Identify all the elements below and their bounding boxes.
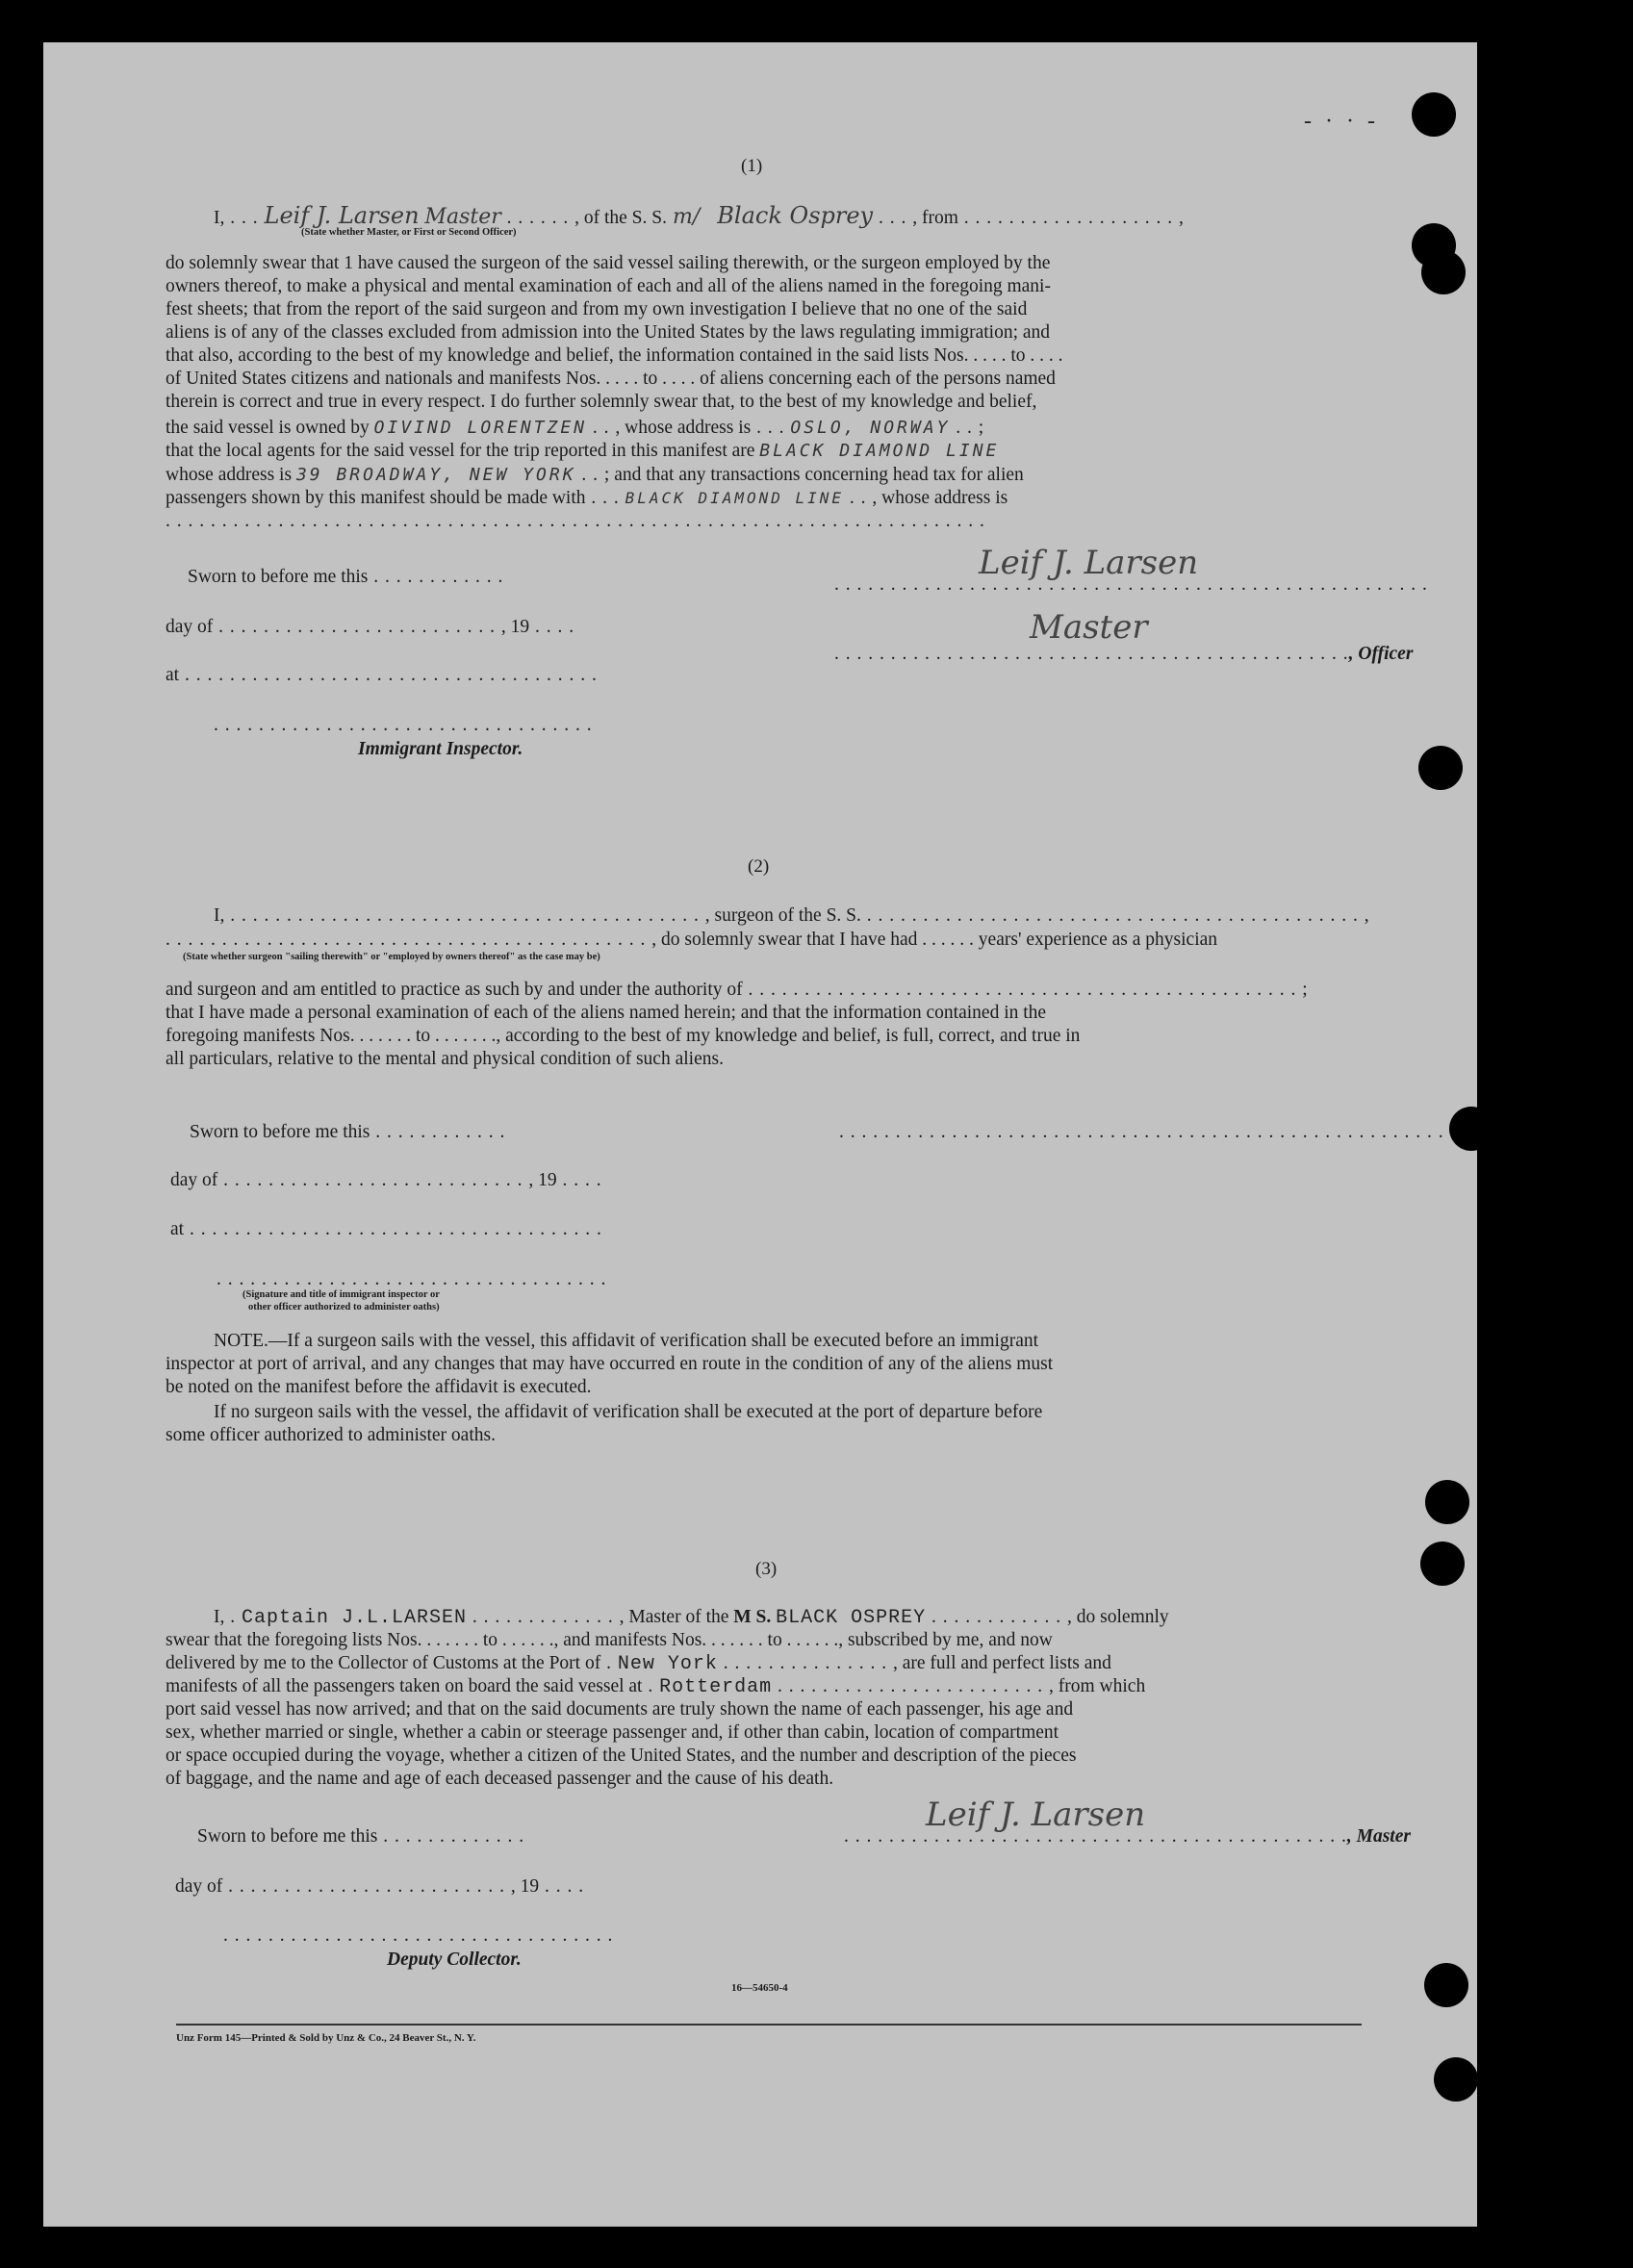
do-solemnly-label: , do solemnly: [1067, 1607, 1169, 1627]
master-name-handwritten: Leif J. Larsen: [264, 202, 420, 229]
oath-text-line: fest sheets; that from the report of the said surgeon and from my own investigation I believe that no one of the said: [166, 299, 1028, 319]
head-tax-text: ; and that any transactions concerning head tax for alien: [603, 465, 1024, 485]
examination-text-line: foregoing manifests Nos. . . . . . . to . . . . . . ., according to the best of my knowledge and belief, is full, correct, and true in: [166, 1026, 1081, 1046]
dotted-line: . . . . . . . . . . . . . . . . . . . . . . . . . . . . . . . . . . . . . . . . . . . . . . . . . . . . . . . . . . . . . . . . . . . . . . . . .: [166, 511, 985, 531]
master-of-label: , Master of the: [619, 1607, 729, 1627]
departure-line: manifests of all the passengers taken on board the said vessel at . Rotterdam . . . . . . . . . . . . . . . . . . . . . . . . , from which: [166, 1676, 1146, 1698]
sworn-line: Sworn to before me this . . . . . . . . . . . .: [188, 567, 504, 587]
ship-prefix-handwritten: m/: [673, 205, 701, 229]
signature-line: . . . . . . . . . . . . . . . . . . . . . . . . . . . . . . . . . . . . . . . . . . . . . . . . . . . . .: [834, 574, 1428, 595]
day-of-label: day of: [170, 1170, 218, 1190]
from-label: , from: [912, 208, 958, 228]
master-rank-note: (State whether Master, or First or Second Officer): [301, 227, 517, 238]
experience-text: , do solemnly swear that I have had . . . . . . years' experience as a physician: [651, 930, 1218, 950]
owner-name-handwritten: OIVIND LORENTZEN: [373, 418, 588, 438]
day-of-label: day of: [166, 617, 214, 637]
ship-name-handwritten: Black Osprey: [717, 202, 874, 229]
oath-text-line: of United States citizens and nationals and manifests Nos. . . . . to . . . . of aliens concerning each of the persons named: [166, 369, 1056, 389]
deputy-collector-label: Deputy Collector.: [387, 1949, 522, 1970]
owner-address-label: , whose address is: [615, 418, 752, 438]
agent-address-label: whose address is: [166, 465, 293, 485]
punch-hole: [1434, 2057, 1478, 2102]
sworn-line: Sworn to before me this . . . . . . . . . . . . .: [197, 1826, 525, 1847]
ship-name-typed: BLACK OSPREY: [776, 1607, 927, 1629]
immigrant-inspector-label: Immigrant Inspector.: [358, 739, 523, 759]
oath-text-line: or space occupied during the voyage, whether a citizen of the United States, and the number and description of the pieces: [166, 1746, 1077, 1766]
from-which-label: , from which: [1049, 1676, 1146, 1696]
full-perfect-label: , are full and perfect lists and: [892, 1653, 1111, 1673]
note-text-line: some officer authorized to administer oaths.: [166, 1425, 496, 1445]
master-signature: Leif J. Larsen: [926, 1796, 1146, 1834]
sworn-label: Sworn to before me this: [190, 1122, 370, 1142]
note-text-line: be noted on the manifest before the affidavit is executed.: [166, 1377, 592, 1397]
master-signature: Leif J. Larsen: [979, 544, 1199, 582]
inspector-signature-line: . . . . . . . . . . . . . . . . . . . . . . . . . . . . . . . . . . .: [217, 1269, 607, 1289]
pronoun: I,: [214, 1607, 225, 1627]
oath-text-line: therein is correct and true in every respect. I do further solemnly swear that, to the best of my knowledge and belief,: [166, 392, 1037, 412]
punch-hole: [1449, 1107, 1493, 1151]
note-text-line: If no surgeon sails with the vessel, the affidavit of verification shall be executed at the port of departure before: [214, 1402, 1043, 1422]
pronoun: I,: [214, 905, 225, 926]
officer-line: . . . . . . . . . . . . . . . . . . . . . . . . . . . . . . . . . . . . . . . . . . . . . ., Officer: [834, 644, 1414, 664]
examination-text-line: that I have made a personal examination of each of the aliens named herein; and that the information contained in the: [166, 1003, 1047, 1023]
signature-note: other officer authorized to administer oaths): [248, 1302, 440, 1312]
officer-label: , Officer: [1348, 644, 1414, 664]
passengers-label: passengers shown by this manifest should be made with: [166, 488, 586, 508]
at-label: at: [166, 665, 180, 685]
note-text-line: NOTE.—If a surgeon sails with the vessel, this affidavit of verification shall be executed before an immigrant: [214, 1331, 1039, 1351]
collector-signature-line: . . . . . . . . . . . . . . . . . . . . . . . . . . . . . . . . . . .: [223, 1925, 614, 1946]
signature-note: (Signature and title of immigrant inspector or: [242, 1289, 440, 1300]
day-of-line: day of . . . . . . . . . . . . . . . . . . . . . . . . . , 19 . . . .: [175, 1876, 585, 1897]
punch-hole: [1420, 1542, 1465, 1586]
sworn-line: Sworn to before me this . . . . . . . . . . . .: [190, 1122, 506, 1142]
oath-text-line: sex, whether married or single, whether a cabin or steerage passenger and, if other than cabin, location of compartment: [166, 1722, 1059, 1743]
section-1-number: (1): [741, 156, 763, 176]
section-2-number: (2): [748, 856, 770, 877]
surgeon-status-note: (State whether surgeon "sailing therewith" or "employed by owners thereof" as the case may be): [183, 952, 600, 962]
owned-by-label: the said vessel is owned by: [166, 418, 370, 438]
port-line: delivered by me to the Collector of Customs at the Port of . New York . . . . . . . . . . . . . . . , are full and perfect lists and: [166, 1653, 1111, 1675]
head-tax-line: passengers shown by this manifest should be made with . . . BLACK DIAMOND LINE . . , whose address is: [166, 488, 1008, 508]
punch-hole: [1421, 250, 1466, 294]
punch-hole: [1424, 1963, 1468, 2007]
at-line: at . . . . . . . . . . . . . . . . . . . . . . . . . . . . . . . . . . . . .: [170, 1219, 602, 1239]
footer-rule: [176, 2024, 1362, 2026]
at-line: at . . . . . . . . . . . . . . . . . . . . . . . . . . . . . . . . . . . . .: [166, 665, 598, 685]
day-of-line: day of . . . . . . . . . . . . . . . . . . . . . . . . . , 19 . . . .: [166, 617, 575, 637]
day-of-line: day of . . . . . . . . . . . . . . . . . . . . . . . . . . . , 19 . . . .: [170, 1170, 602, 1190]
at-label: at: [170, 1219, 185, 1239]
oath-text-line: of baggage, and the name and age of each deceased passenger and the cause of his death.: [166, 1769, 834, 1789]
day-of-label: day of: [175, 1876, 223, 1897]
master-title-signature: Master: [1030, 608, 1148, 647]
surgeon-signature-line: . . . . . . . . . . . . . . . . . . . . . . . . . . . . . . . . . . . . . . . . . . . . . . . . . . . . . .: [839, 1122, 1444, 1142]
master-title-handwritten: Master: [424, 205, 501, 229]
agents-line: [166, 440, 999, 463]
oath-text-line: swear that the foregoing lists Nos. . . . . . . to . . . . . ., and manifests Nos. . . . . . . to . . . . . ., subscribed by me, and now: [166, 1630, 1053, 1650]
surgeon-line: I, . . . . . . . . . . . . . . . . . . . . . . . . . . . . . . . . . . . . . . . . . . , surgeon of the S. S. . . . . . . . . . . . . . . . . . . . . . . . . . . . . . . . . . . . . . . . . . . . . ,: [214, 905, 1370, 926]
inspector-signature-line: . . . . . . . . . . . . . . . . . . . . . . . . . . . . . . . . . .: [214, 715, 593, 735]
section-3-number: (3): [755, 1559, 778, 1579]
whose-address-end: , whose address is: [872, 488, 1008, 508]
year-label: , 19: [510, 1876, 540, 1897]
owner-line: the said vessel is owned by OIVIND LORENTZEN . . , whose address is . . . OSLO, NORWAY . . ;: [166, 418, 985, 438]
agents-handwritten: BLACK DIAMOND LINE: [759, 441, 1000, 461]
oath-text-line: port said vessel has now arrived; and that on the said documents are truly shown the name of each passenger, his age and: [166, 1699, 1074, 1720]
master-label: , Master: [1346, 1826, 1411, 1847]
examination-text-line: all particulars, relative to the mental and physical condition of such aliens.: [166, 1049, 724, 1069]
oath-text-line: aliens is of any of the classes excluded from admission into the United States by the laws regulating immigration; and: [166, 322, 1051, 343]
agent-address-line: whose address is 39 BROADWAY, NEW YORK . . ; and that any transactions concerning head tax for alien: [166, 465, 1024, 485]
printer-footer: Unz Form 145—Printed & Sold by Unz & Co., 24 Beaver St., N. Y.: [176, 2032, 476, 2044]
sworn-label: Sworn to before me this: [197, 1826, 378, 1847]
oath-text-line: do solemnly swear that 1 have caused the surgeon of the said vessel sailing therewith, or the surgeon employed by the: [166, 253, 1051, 273]
surgeon-of-label: , surgeon of the S. S.: [704, 905, 861, 926]
year-label: , 19: [500, 617, 530, 637]
master-name-typed: Captain J.L.LARSEN: [242, 1607, 468, 1629]
sworn-label: Sworn to before me this: [188, 567, 369, 587]
punch-hole: [1412, 92, 1456, 137]
departure-port-typed: Rotterdam: [659, 1676, 773, 1698]
page-mark: - · · -: [1304, 109, 1379, 134]
experience-line: . . . . . . . . . . . . . . . . . . . . . . . . . . . . . . . . . . . . . . . . . . . , do solemnly swear that I have had . . . . . . years' experience as a physician: [166, 930, 1218, 950]
master-signature-line: . . . . . . . . . . . . . . . . . . . . . . . . . . . . . . . . . . . . . . . . . . . . ., Master: [844, 1826, 1411, 1847]
port-typed: New York: [617, 1653, 718, 1675]
agent-address-handwritten: 39 BROADWAY, NEW YORK: [295, 465, 576, 485]
master-oath-line: I, . Captain J.L.LARSEN . . . . . . . . . . . . . , Master of the M S. BLACK OSPREY . . . . . . . . . . . . , do solemnly: [214, 1607, 1169, 1629]
taken-on-board-label: manifests of all the passengers taken on board the said vessel at: [166, 1676, 643, 1696]
ms-label: M S.: [733, 1607, 772, 1627]
of-the-ss-label: , of the S. S.: [574, 208, 667, 228]
agents-label: that the local agents for the said vessel for the trip reported in this manifest are: [166, 441, 755, 461]
oath-text-line: that also, according to the best of my knowledge and belief, the information contained in the said lists Nos. . . . . to . . . .: [166, 345, 1063, 366]
punch-hole: [1418, 746, 1463, 790]
authority-line: and surgeon and am entitled to practice as such by and under the authority of . . . . . . . . . . . . . . . . . . . . . . . . . . . . . . . . . . . . . . . . . . . . . . . . . ;: [166, 980, 1309, 1000]
delivered-label: delivered by me to the Collector of Customs at the Port of: [166, 1653, 601, 1673]
year-label: , 19: [528, 1170, 557, 1190]
authority-text: and surgeon and am entitled to practice as such by and under the authority of: [166, 980, 743, 1000]
owner-address-handwritten: OSLO, NORWAY: [790, 418, 951, 438]
form-number: 16—54650-4: [731, 1982, 788, 1994]
head-tax-agent-handwritten: BLACK DIAMOND LINE: [625, 489, 845, 507]
oath-text-line: owners thereof, to make a physical and mental examination of each and all of the aliens named in the foregoing mani-: [166, 276, 1051, 296]
master-oath-line: I, . . . Leif J. Larsen Master . . . . . . , of the S. S. m/ Black Osprey . . . , from . . . . . . . . . . . . . . . . . . . ,: [214, 202, 1185, 229]
pronoun: I,: [214, 208, 225, 228]
punch-hole: [1425, 1480, 1469, 1524]
note-text-line: inspector at port of arrival, and any changes that may have occurred en route in the condition of any of the aliens must: [166, 1354, 1054, 1374]
